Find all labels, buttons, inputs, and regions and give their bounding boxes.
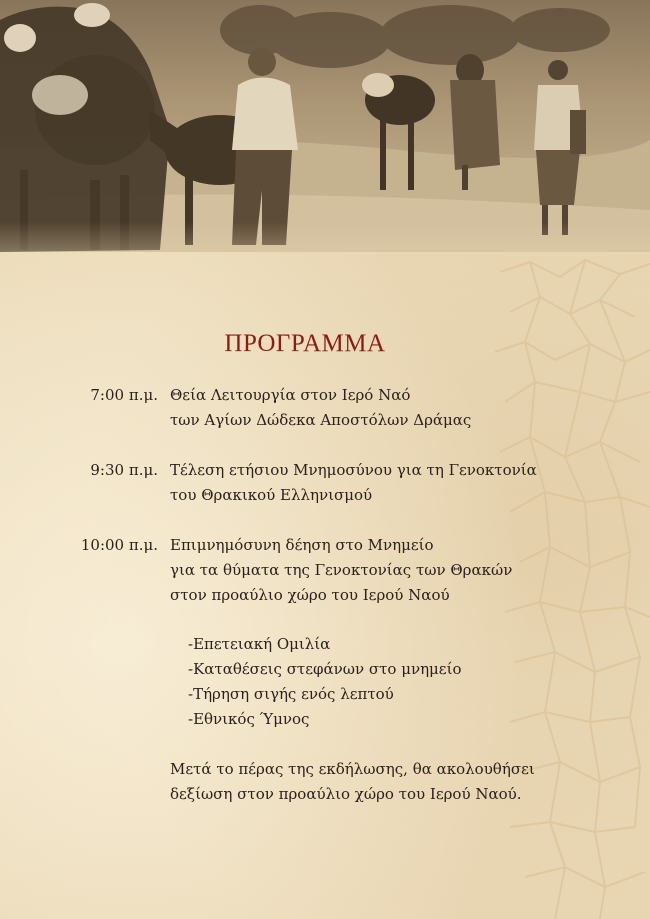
entry-line: στον προαύλιο χώρο του Ιερού Ναού	[170, 586, 450, 604]
ceremony-item: -Επετειακή Ομιλία	[188, 635, 331, 653]
ceremony-items	[188, 632, 608, 732]
entry-line: Τέλεση ετήσιου Μνημοσύνου για τη Γενοκτονία	[170, 461, 537, 479]
refugee-procession-image	[0, 0, 650, 252]
closing-note	[170, 757, 610, 807]
program-title: ΠΡΟΓΡΑΜΜΑ	[224, 330, 386, 357]
closing-line: Μετά το πέρας της εκδήλωσης, θα ακολουθήσει	[170, 760, 535, 778]
entry-line: Επιμνημόσυνη δέηση στο Μνημείο	[170, 536, 434, 554]
entry-line: του Θρακικού Ελληνισμού	[170, 486, 373, 504]
entry-line: των Αγίων Δώδεκα Αποστόλων Δράμας	[170, 411, 472, 429]
header-photo	[0, 0, 650, 252]
entry-line: Θεία Λειτουργία στον Ιερό Ναό	[170, 386, 411, 404]
closing-line: δεξίωση στον προαύλιο χώρο του Ιερού Ναού.	[170, 785, 522, 803]
entry-time: 9:30 π.μ.	[90, 461, 158, 479]
entry-description	[170, 383, 610, 433]
entry-line: για τα θύματα της Γενοκτονίας των Θρακών	[170, 561, 513, 579]
photo-edge	[0, 222, 650, 252]
entry-time: 7:00 π.μ.	[90, 386, 158, 404]
ceremony-item: -Εθνικός Ύμνος	[188, 710, 310, 728]
entry-description	[170, 458, 610, 508]
entry-description	[170, 533, 610, 608]
entry-time: 10:00 π.μ.	[80, 536, 158, 554]
ceremony-item: -Τήρηση σιγής ενός λεπτού	[188, 685, 394, 703]
ceremony-item: -Καταθέσεις στεφάνων στο μνημείο	[188, 660, 462, 678]
